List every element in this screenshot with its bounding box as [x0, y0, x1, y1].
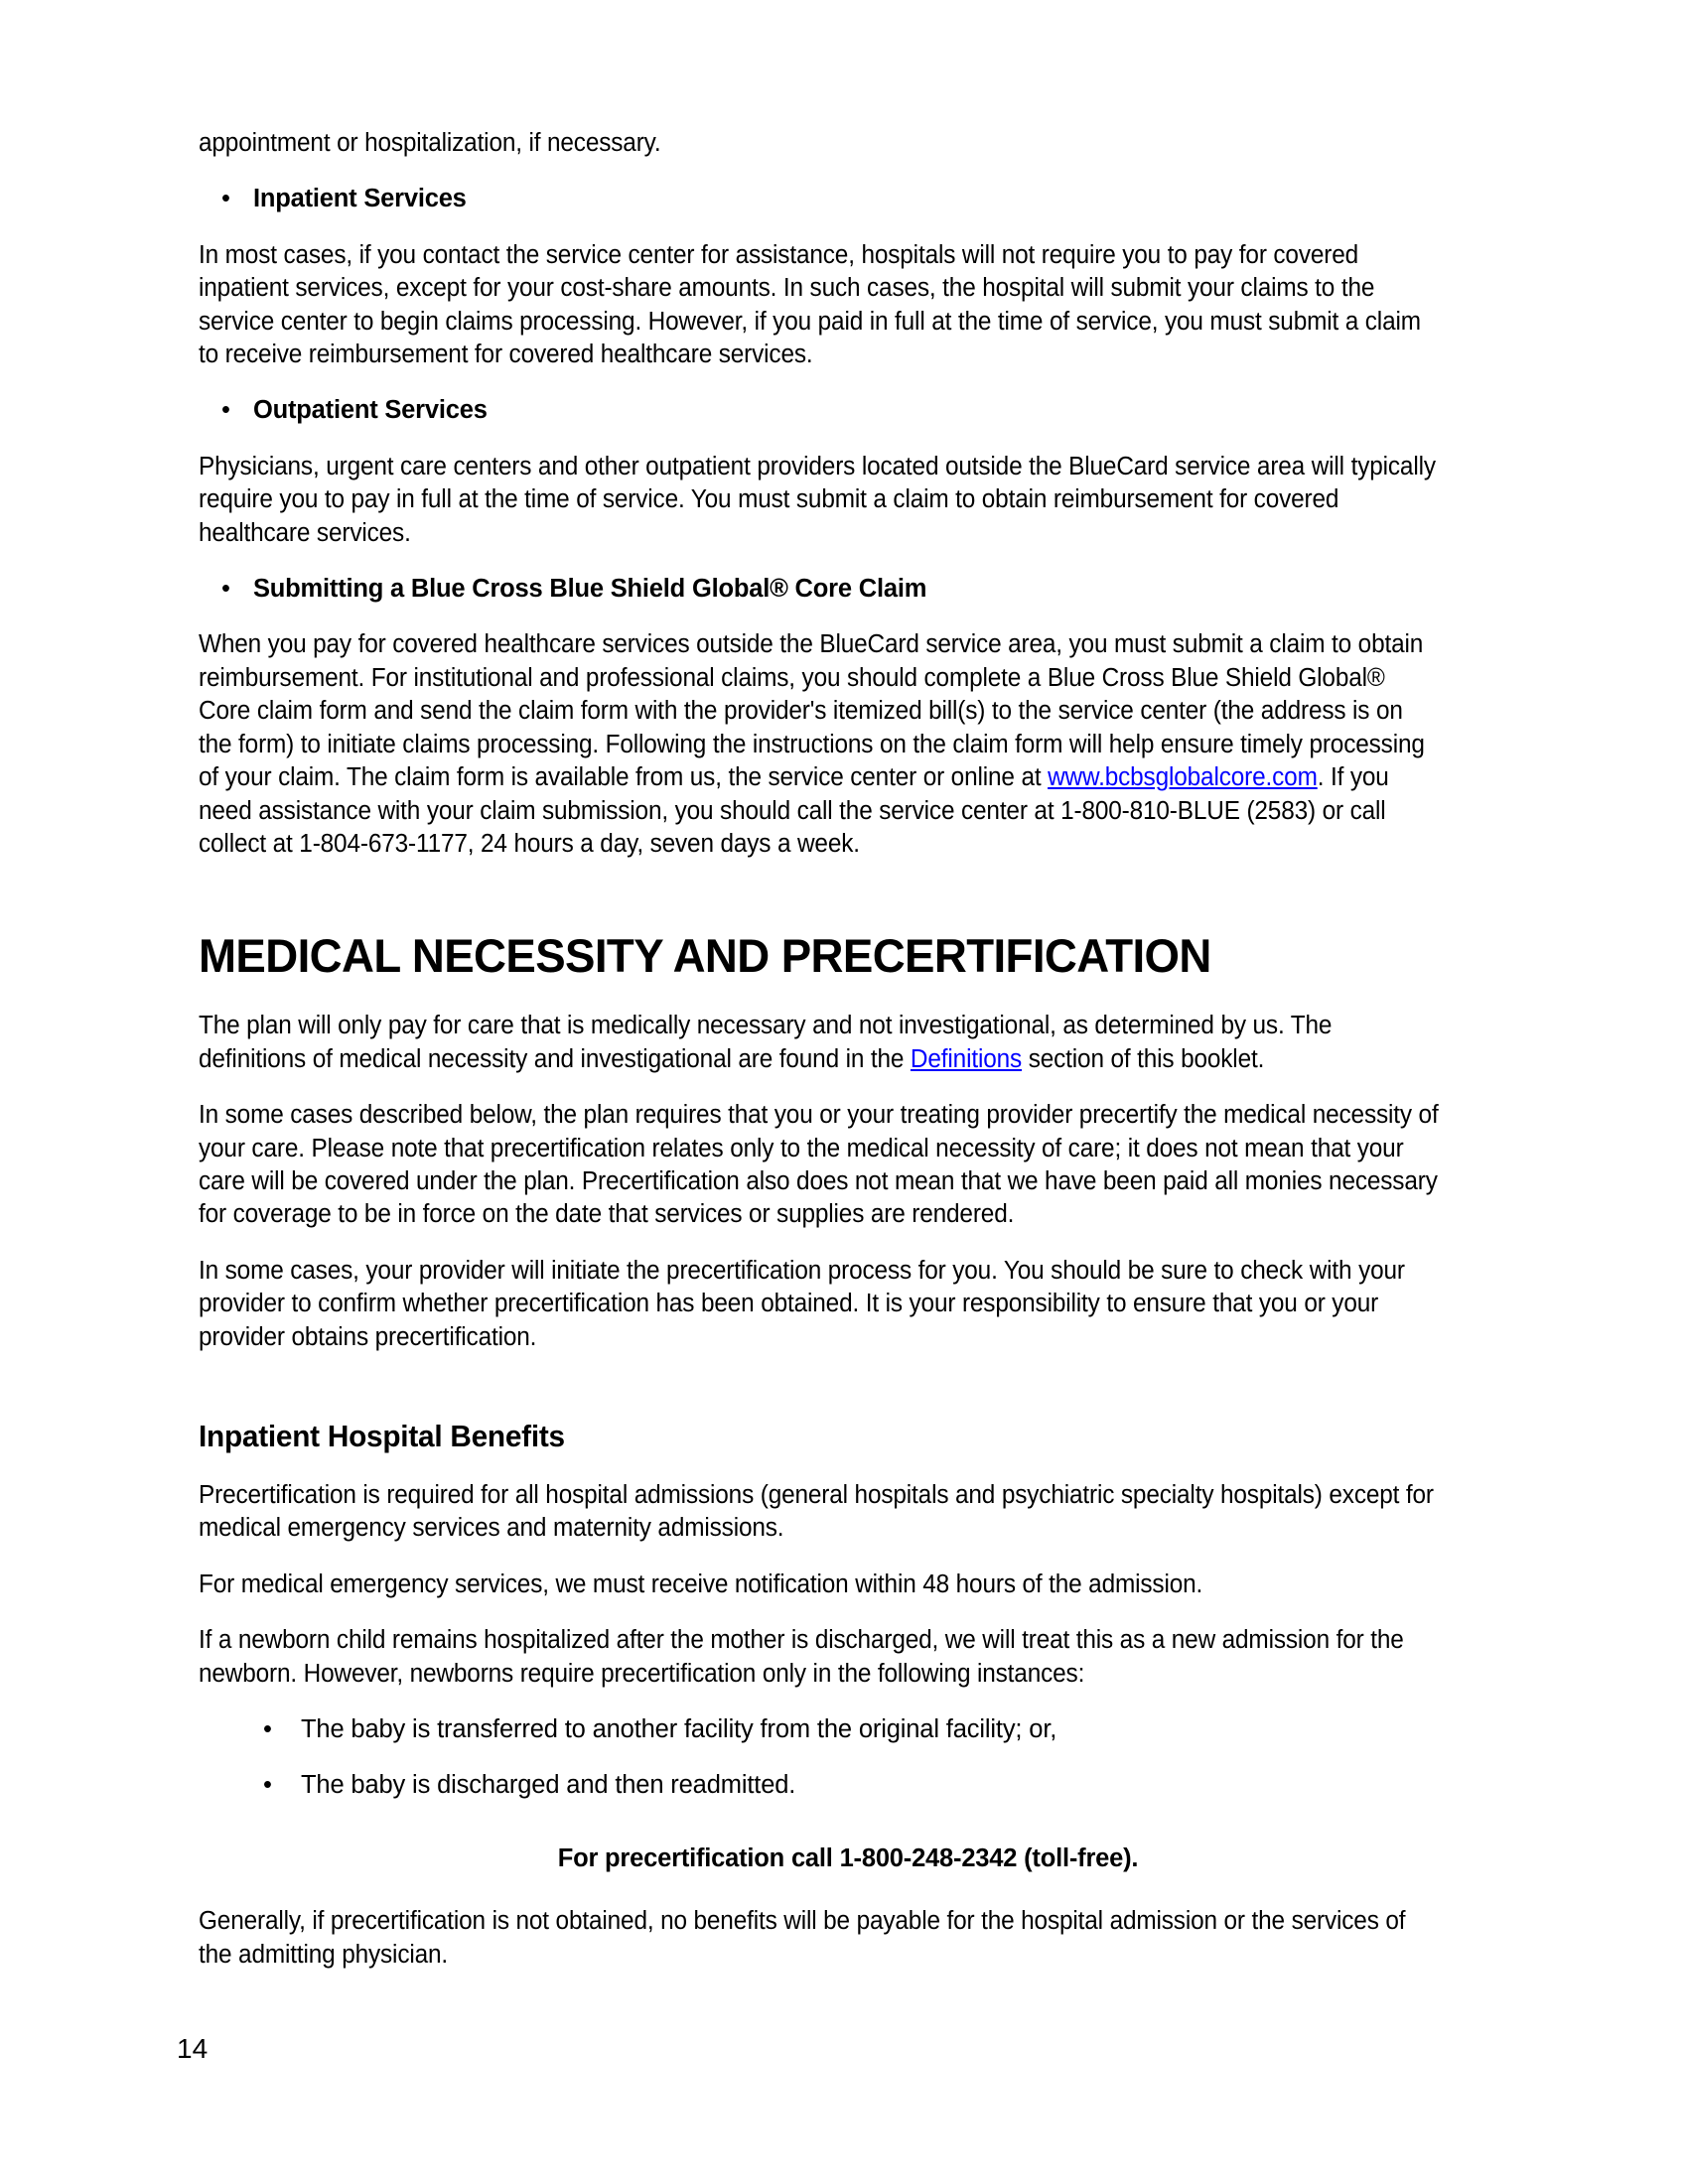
spacer — [199, 606, 1497, 628]
spacer — [199, 371, 1497, 394]
spacer — [199, 1400, 1497, 1418]
paragraph-submitting-claim-body — [199, 628, 1439, 861]
precertification-phone-callout: For precertification call 1-800-248-2342 (toll-free). — [557, 1843, 1139, 1872]
paragraph-emergency-notification: For medical emergency services, we must receive notification within 48 hours of the admission. — [199, 1570, 1203, 1598]
spacer — [199, 1354, 1497, 1400]
spacer — [199, 906, 1497, 928]
bullet-item-baby-transferred — [253, 1713, 1497, 1746]
bullet-marker-icon: • — [263, 1715, 272, 1743]
spacer — [199, 428, 1497, 451]
subsection-title-inpatient-hospital-benefits: Inpatient Hospital Benefits — [199, 1418, 565, 1453]
bcbsglobalcore-link[interactable]: www.bcbsglobalcore.com — [1048, 763, 1318, 792]
page-title: MEDICAL NECESSITY AND PRECERTIFICATION — [199, 929, 1211, 983]
paragraph-medical-necessity-intro — [199, 1010, 1439, 1076]
bullet-marker-icon: • — [263, 1771, 272, 1800]
paragraph-no-precertification-consequence: Generally, if precertification is not obtained, no benefits will be payable for the hospital admission or the services of the admitting physician. — [199, 1907, 1406, 1969]
definitions-link[interactable]: Definitions — [910, 1044, 1023, 1073]
bullet-marker-icon: • — [221, 575, 230, 604]
spacer — [199, 1746, 1497, 1769]
paragraph-outpatient-services-body: Physicians, urgent care centers and other outpatient providers located outside the BlueCard service area will typically require you to pay in full at the time of service. You must submit a claim to obtain reimbursement for covered healthcare services. — [199, 452, 1436, 547]
spacer — [199, 1875, 1497, 1905]
spacer — [199, 1803, 1497, 1833]
page-number: 14 — [177, 2033, 209, 2064]
spacer — [199, 1833, 1497, 1843]
spacer — [199, 1546, 1497, 1569]
continuation-paragraph: appointment or hospitalization, if necessary. — [199, 129, 661, 157]
claim-body-text-after-link: . If you need assistance with your claim submission, you should call the service center at 1-800-810-BLUE (2583) or call collect at 1-804-673-1177, 24 hours a day, seven days a week. — [199, 763, 1389, 858]
paragraph-precertification-scope: In some cases described below, the plan requires that you or your treating provider precertify the medical necessity of your care. Please note that precertification relates only to the medical necessity of care; it does not mean that your care will be covered under the plan. Precertification also does not mean that we have been paid all monies necessary for coverage to be in force on the date that services or supplies are rendered. — [199, 1101, 1439, 1229]
page-content — [199, 127, 1497, 1972]
bullet-heading-outpatient-services: Outpatient Services — [253, 396, 488, 425]
intro-text-before-link: The plan will only pay for care that is medically necessary and not investigational, as determined by us. The definitions of medical necessity and investigational are found in the — [199, 1012, 1333, 1073]
spacer — [199, 216, 1497, 239]
spacer — [199, 1455, 1497, 1479]
spacer — [199, 1601, 1497, 1624]
paragraph-provider-initiates: In some cases, your provider will initiate the precertification process for you. You should be sure to check with your provider to confirm whether precertification has been obtained. It is your responsibility to ensure that you or your provider obtains precertification. — [199, 1256, 1405, 1351]
bullet-item-submitting-claim — [211, 573, 1497, 606]
bullet-text-baby-transferred: The baby is transferred to another facility from the original facility; or, — [301, 1715, 1057, 1743]
bullet-heading-inpatient-services: Inpatient Services — [253, 185, 467, 213]
claim-body-text-before-link: When you pay for covered healthcare services outside the BlueCard service area, you must submit a claim to obtain reimbursement. For institutional and professional claims, you should complete a Blue Cross Blue Shield Global® Core claim form and send the claim form with the provider's itemized bill(s) to the service center (the address is on the form) to initiate claims processing. Following the instructions on the claim form will help ensure timely processing of your claim. The claim form is available from us, the service center or online at — [199, 630, 1425, 792]
spacer — [199, 1076, 1497, 1099]
paragraph-inpatient-services-body: In most cases, if you contact the service center for assistance, hospitals will not require you to pay for covered inpatient services, except for your cost-share amounts. In such cases, the hospital will submit your claims to the service center to begin claims processing. However, if you paid in full at the time of service, you must submit a claim to receive reimbursement for covered healthcare services. — [199, 240, 1421, 369]
bullet-marker-icon: • — [221, 185, 230, 213]
spacer — [199, 1232, 1497, 1255]
bullet-heading-submitting-claim: Submitting a Blue Cross Blue Shield Global® Core Claim — [253, 575, 927, 604]
spacer — [199, 550, 1497, 573]
paragraph-precertification-required: Precertification is required for all hospital admissions (general hospitals and psychiatric specialty hospitals) except for medical emergency services and maternity admissions. — [199, 1480, 1434, 1543]
paragraph-newborn-admission: If a newborn child remains hospitalized after the mother is discharged, we will treat this as a new admission for the newborn. However, newborns require precertification only in the following instances: — [199, 1626, 1404, 1688]
bullet-item-outpatient-services — [211, 394, 1497, 427]
spacer — [199, 160, 1497, 183]
intro-text-after-link: section of this booklet. — [1022, 1044, 1265, 1073]
spacer — [199, 1691, 1497, 1713]
bullet-text-baby-readmitted: The baby is discharged and then readmitted. — [301, 1771, 796, 1800]
bullet-marker-icon: • — [221, 396, 230, 425]
bullet-item-inpatient-services — [211, 183, 1497, 215]
spacer — [199, 984, 1497, 1010]
bullet-item-baby-readmitted — [253, 1769, 1497, 1802]
spacer — [199, 861, 1497, 906]
